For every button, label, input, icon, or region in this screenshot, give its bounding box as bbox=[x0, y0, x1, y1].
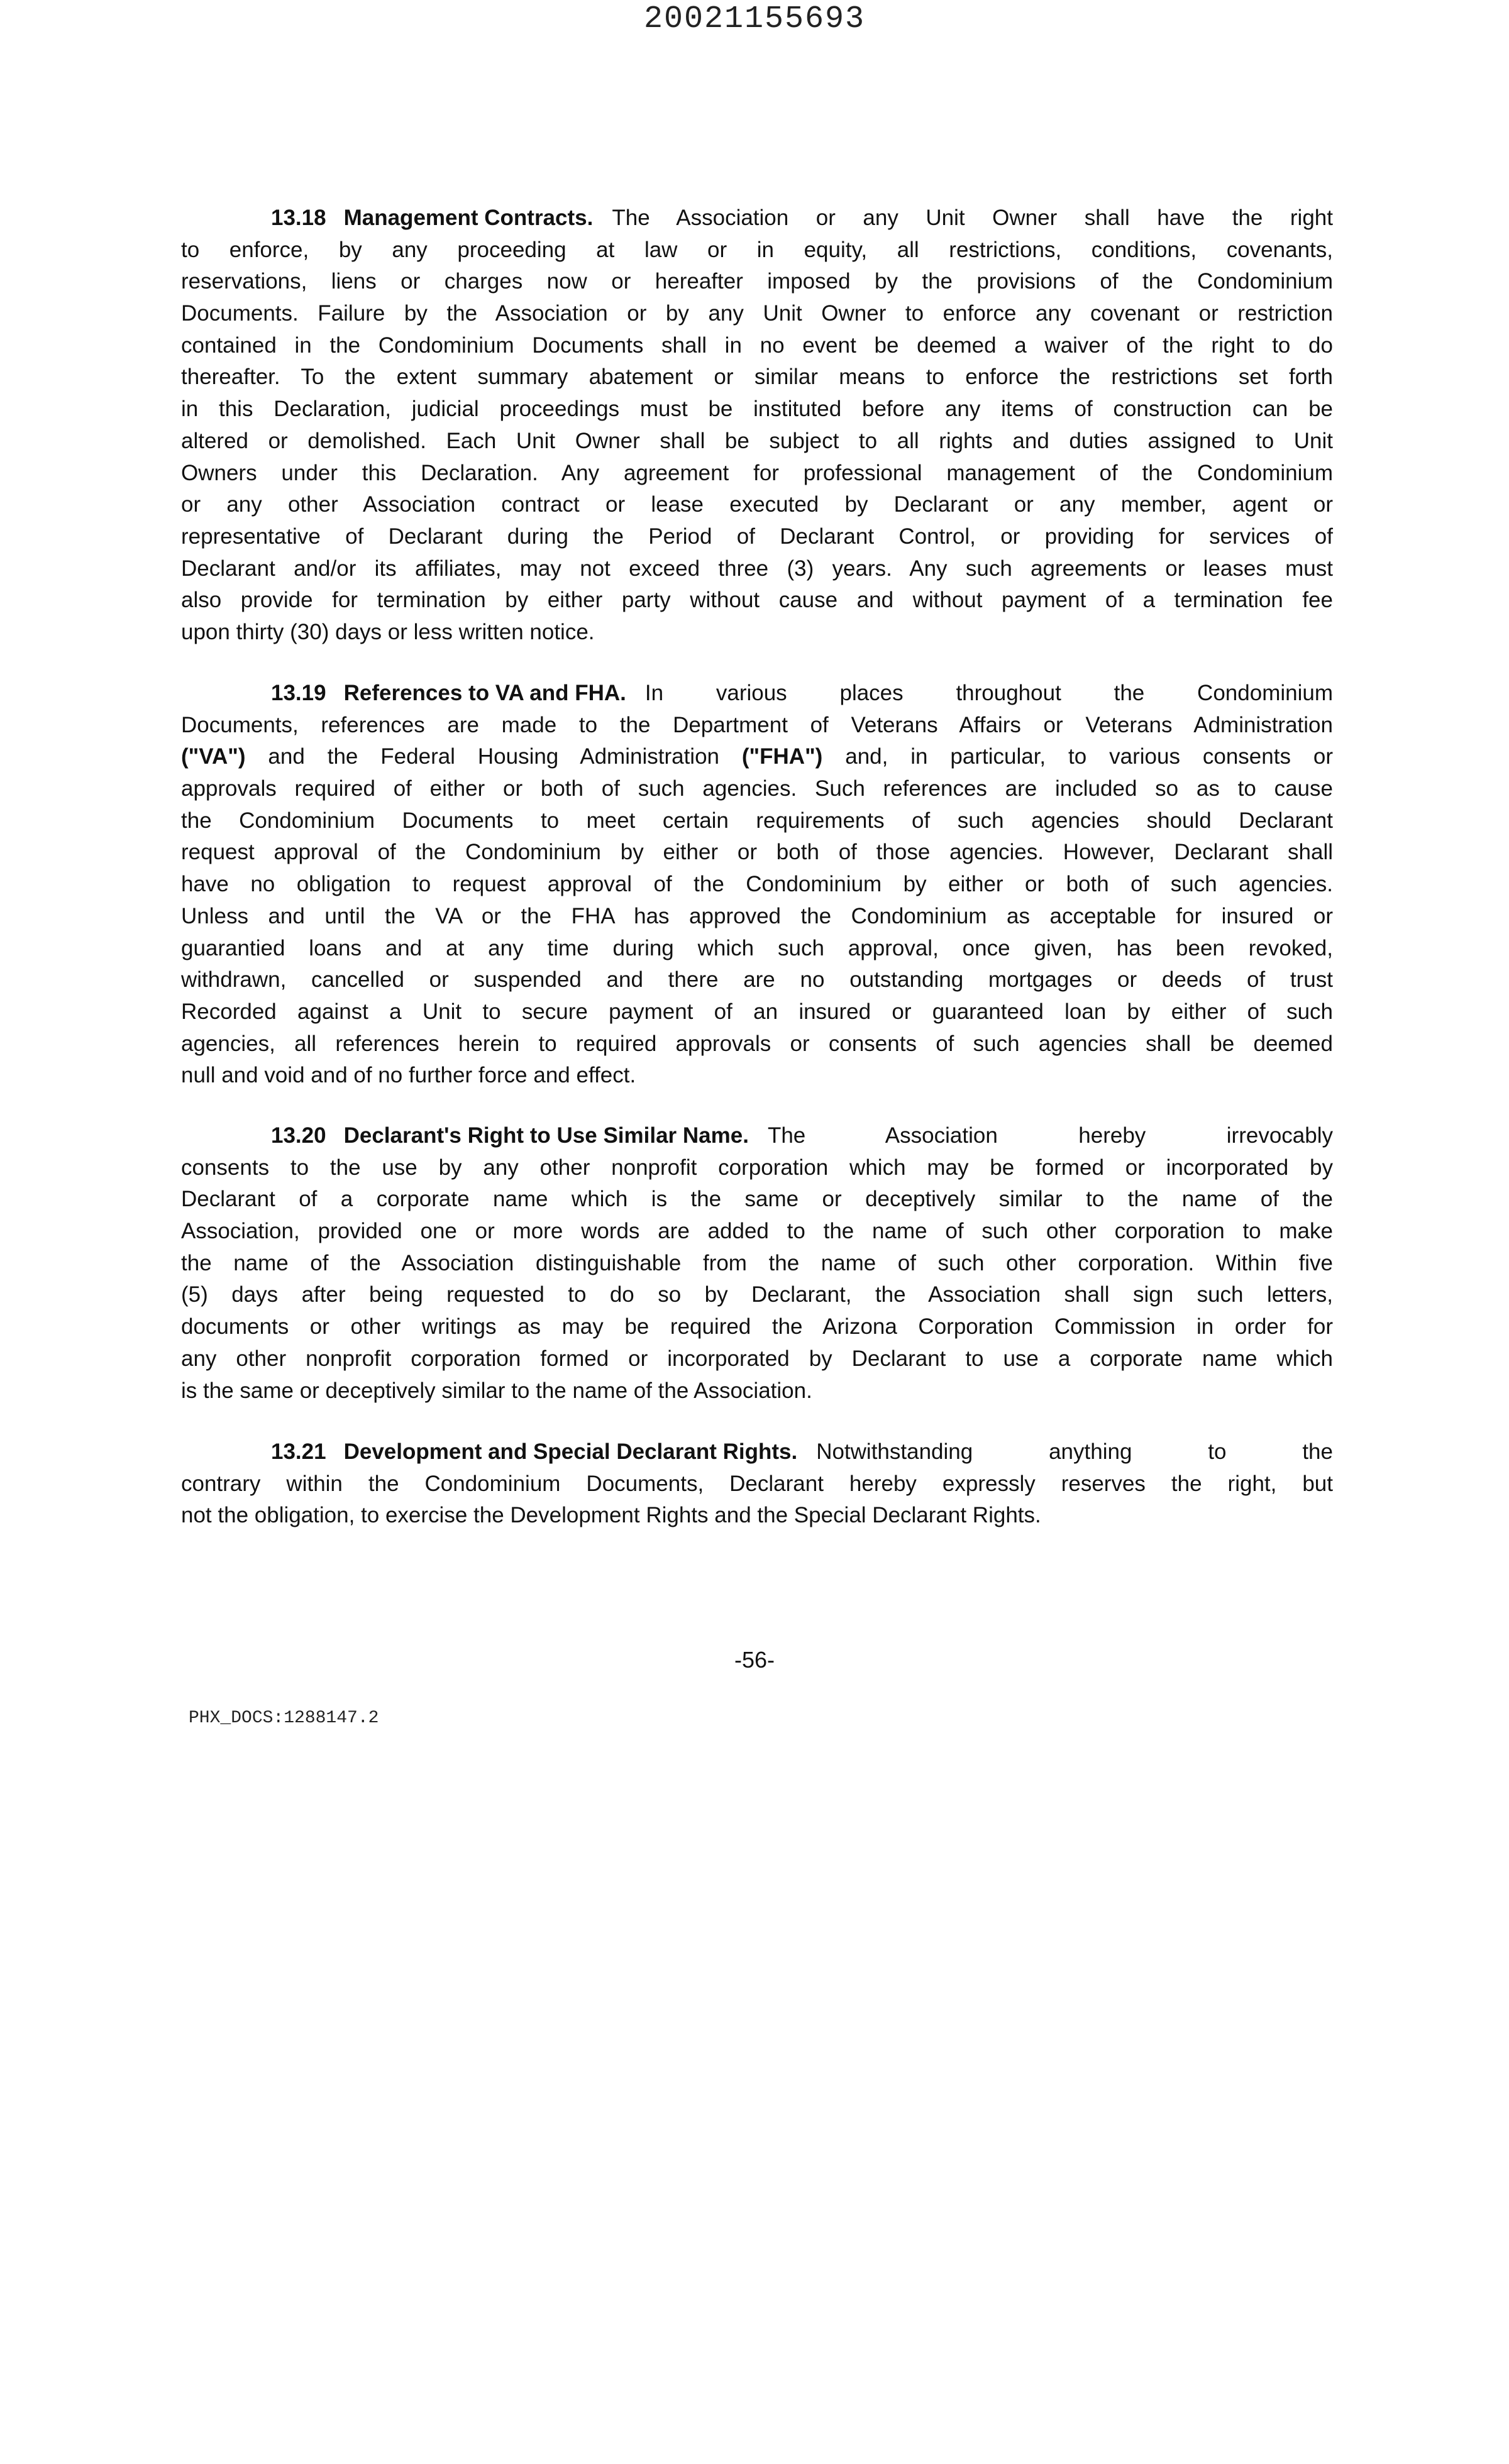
text-line: null and void and of no further force and effect. bbox=[181, 1063, 636, 1088]
bold-term: ("VA") bbox=[181, 744, 246, 769]
section-heading bbox=[271, 202, 593, 234]
text-line: Association, provided one or more words are added to the name of such other corporation to make bbox=[181, 1219, 1333, 1244]
section-13-18 bbox=[181, 202, 1333, 649]
text-line: or any other Association contract or lease executed by Declarant or any member, agent or bbox=[181, 492, 1333, 517]
text-line: Documents, references are made to the Department of Veterans Affairs or Veterans Administration bbox=[181, 712, 1333, 737]
section-title: Management Contracts. bbox=[343, 206, 594, 230]
text-line: to enforce, by any proceeding at law or in equity, all restrictions, conditions, covenants, bbox=[181, 237, 1333, 262]
text-line: upon thirty (30) days or less written notice. bbox=[181, 619, 595, 644]
text-line: Recorded against a Unit to secure payment of an insured or guaranteed loan by either of such bbox=[181, 999, 1333, 1024]
indent bbox=[181, 1120, 271, 1152]
text-line: withdrawn, cancelled or suspended and there are no outstanding mortgages or deeds of trust bbox=[181, 967, 1333, 993]
indent bbox=[181, 202, 271, 234]
text-line: is the same or deceptively similar to the name of the Association. bbox=[181, 1378, 812, 1403]
text-line: agencies, all references herein to required approvals or consents of such agencies shall be deemed bbox=[181, 1031, 1333, 1056]
page-number: -56- bbox=[734, 1647, 775, 1673]
text-line: any other nonprofit corporation formed or incorporated by Declarant to use a corporate name which bbox=[181, 1346, 1333, 1371]
text-line: documents or other writings as may be required the Arizona Corporation Commission in order for bbox=[181, 1314, 1333, 1339]
text-line: contrary within the Condominium Documents, Declarant hereby expressly reserves the right, but bbox=[181, 1471, 1333, 1496]
text-line: in this Declaration, judicial proceedings must be instituted before any items of construction can be bbox=[181, 397, 1333, 422]
text-line: also provide for termination by either party without cause and without payment of a termination fee bbox=[181, 588, 1333, 613]
text-line: The Association hereby irrevocably bbox=[767, 1123, 1333, 1148]
text-line: The Association or any Unit Owner shall have the right bbox=[612, 206, 1333, 230]
text-segment: and the Federal Housing Administration bbox=[245, 744, 742, 769]
footer-doc-id: PHX_DOCS:1288147.2 bbox=[189, 1708, 379, 1728]
text-line: altered or demolished. Each Unit Owner shall be subject to all rights and duties assigned to Unit bbox=[181, 428, 1333, 453]
text-line: the Condominium Documents to meet certain requirements of such agencies should Declarant bbox=[181, 808, 1333, 833]
section-heading bbox=[271, 1436, 797, 1468]
text-line: representative of Declarant during the Period of Declarant Control, or providing for services of bbox=[181, 524, 1333, 549]
text-line: (5) days after being requested to do so by Declarant, the Association shall sign such letters, bbox=[181, 1282, 1333, 1307]
section-title: References to VA and FHA. bbox=[343, 681, 626, 705]
section-first-line bbox=[181, 202, 1333, 234]
bold-term: ("FHA") bbox=[741, 744, 823, 769]
section-number: 13.20 bbox=[271, 1123, 326, 1148]
text-line bbox=[181, 741, 1333, 773]
text-line: contained in the Condominium Documents shall in no event be deemed a waiver of the right to do bbox=[181, 333, 1333, 358]
text-line: guarantied loans and at any time during which such approval, once given, has been revoked, bbox=[181, 935, 1333, 960]
text-line: Owners under this Declaration. Any agreement for professional management of the Condominium bbox=[181, 460, 1333, 485]
section-heading bbox=[271, 1120, 749, 1152]
section-13-19 bbox=[181, 678, 1333, 1092]
indent bbox=[181, 1436, 271, 1468]
section-13-20 bbox=[181, 1120, 1333, 1407]
text-line: In various places throughout the Condominium bbox=[644, 681, 1333, 705]
text-line: Documents. Failure by the Association or by any Unit Owner to enforce any covenant or restriction bbox=[181, 301, 1333, 326]
section-first-line bbox=[181, 1436, 1333, 1468]
section-first-line bbox=[181, 1120, 1333, 1152]
text-line: consents to the use by any other nonprofit corporation which may be formed or incorporated by bbox=[181, 1155, 1333, 1180]
text-line: Unless and until the VA or the FHA has approved the Condominium as acceptable for insured or bbox=[181, 903, 1333, 928]
section-first-line bbox=[181, 678, 1333, 710]
text-line: have no obligation to request approval of the Condominium by either or both of such agencies. bbox=[181, 872, 1333, 897]
section-number: 13.18 bbox=[271, 206, 326, 230]
text-line: approvals required of either or both of such agencies. Such references are included so as to cause bbox=[181, 776, 1333, 801]
section-title: Declarant's Right to Use Similar Name. bbox=[343, 1123, 749, 1148]
text-line: Declarant of a corporate name which is the same or deceptively similar to the name of the bbox=[181, 1187, 1333, 1212]
text-line: not the obligation, to exercise the Development Rights and the Special Declarant Rights. bbox=[181, 1503, 1041, 1528]
document-number: 20021155693 bbox=[643, 1, 866, 37]
indent bbox=[181, 678, 271, 710]
text-line: reservations, liens or charges now or hereafter imposed by the provisions of the Condominium bbox=[181, 269, 1333, 294]
text-line: Notwithstanding anything to the bbox=[816, 1439, 1333, 1464]
text-line: thereafter. To the extent summary abatement or similar means to enforce the restrictions set forth bbox=[181, 365, 1333, 390]
section-13-21 bbox=[181, 1436, 1333, 1532]
section-number: 13.19 bbox=[271, 681, 326, 705]
section-heading bbox=[271, 678, 626, 710]
text-line: Declarant and/or its affiliates, may not exceed three (3) years. Any such agreements or leases must bbox=[181, 556, 1333, 581]
section-number: 13.21 bbox=[271, 1439, 326, 1464]
section-title: Development and Special Declarant Rights. bbox=[343, 1439, 798, 1464]
text-line: request approval of the Condominium by either or both of those agencies. However, Declarant shall bbox=[181, 840, 1333, 865]
text-segment: and, in particular, to various consents or bbox=[822, 744, 1333, 769]
text-line: the name of the Association distinguishable from the name of such other corporation. Within five bbox=[181, 1250, 1333, 1275]
